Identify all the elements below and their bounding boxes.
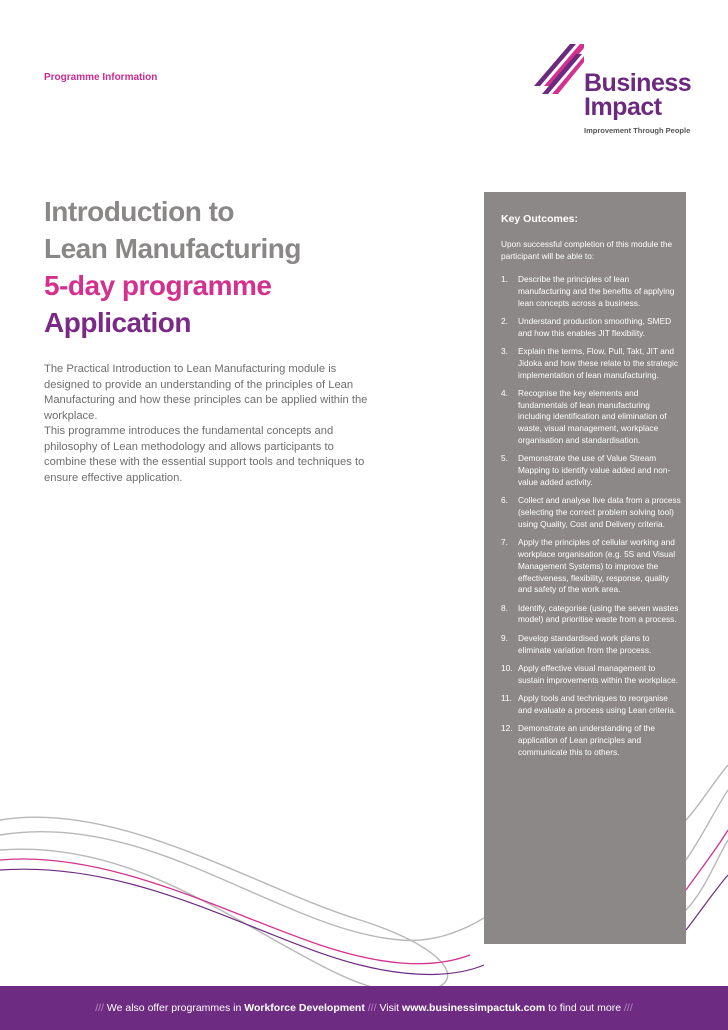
logo-wordmark-impact: Impact <box>584 93 662 121</box>
footer-link-website[interactable]: www.businessimpactuk.com <box>402 1002 546 1014</box>
outcome-item: 12. Demonstrate an understanding of the application of Lean principles and communicate this to others. <box>501 723 655 757</box>
business-impact-logo <box>532 42 702 142</box>
intro-text <box>44 362 374 486</box>
footer-text-1: We also offer programmes in <box>106 1002 242 1014</box>
intro-paragraph-1: The Practical Introduction to Lean Manufacturing module is designed to provide an understanding of the principles of Lean Manufacturing and how these principles can be applied within the workplace. <box>44 363 368 422</box>
outcome-item: 1. Describe the principles of lean manufacturing and the benefits of applying lean concepts across a business. <box>501 274 675 308</box>
key-outcomes-heading: Key Outcomes: <box>501 213 579 225</box>
key-outcomes-lead: Upon successful completion of this module the participant will be able to: <box>501 239 673 261</box>
key-outcomes-list <box>501 274 681 765</box>
outcome-item: 8. Identify, categorise (using the seven wastes model) and prioritise waste from a process. <box>501 602 679 625</box>
outcome-item: 11. Apply tools and techniques to reorganise and evaluate a process using Lean criteria. <box>501 692 677 715</box>
footer-separator: /// <box>367 1002 377 1014</box>
title-duration: 5-day programme <box>44 270 272 301</box>
footer-separator: /// <box>624 1002 633 1014</box>
outcome-item: 2. Understand production smoothing, SMED and how this enables JIT flexibility. <box>501 315 672 338</box>
logo-tagline: Improvement Through People <box>584 126 691 135</box>
outcome-item: 5. Demonstrate the use of Value Stream Mapping to identify value added and non-value added activity. <box>501 453 671 487</box>
key-outcomes-panel <box>484 192 686 944</box>
footer-banner <box>0 986 728 1030</box>
footer-link-workforce[interactable]: Workforce Development <box>244 1002 365 1014</box>
outcome-item: 7. Apply the principles of cellular working and workplace organisation (e.g. 5S and Visual Management Systems) to improve the effectiveness, flexibility, response, quality and safety of the work area. <box>501 537 676 595</box>
section-label: Programme Information <box>44 72 158 83</box>
footer-text-3: to find out more <box>548 1002 622 1014</box>
outcome-item: 6. Collect and analyse live data from a process (selecting the correct problem solving tool) using Quality, Cost and Delivery criteria. <box>501 495 681 529</box>
footer-text-2: Visit <box>379 1002 400 1014</box>
page-title <box>44 193 301 341</box>
footer-separator: /// <box>95 1002 104 1014</box>
logo-stripes-icon <box>532 42 584 94</box>
title-line-1: Introduction to <box>44 196 235 227</box>
outcome-item: 10. Apply effective visual management to sustain improvements within the workplace. <box>501 662 679 685</box>
title-line-2: Lean Manufacturing <box>44 233 302 264</box>
intro-paragraph-2: This programme introduces the fundamental concepts and philosophy of Lean methodology and allows participants to combine these with the essential support tools and techniques to ensure effective application. <box>44 425 365 484</box>
title-level: Application <box>44 307 191 338</box>
outcome-item: 9. Develop standardised work plans to eliminate variation from the process. <box>501 632 652 655</box>
outcome-item: 3. Explain the terms, Flow, Pull, Takt, JIT and Jidoka and how these relate to the strategic implementation of lean manufacturing. <box>501 345 679 380</box>
logo-wordmark-business: Business <box>584 69 692 97</box>
outcome-item: 4. Recognise the key elements and fundamentals of lean manufacturing including identification and elimination of waste, visual management, workplace organisation and standardisation. <box>501 387 667 446</box>
